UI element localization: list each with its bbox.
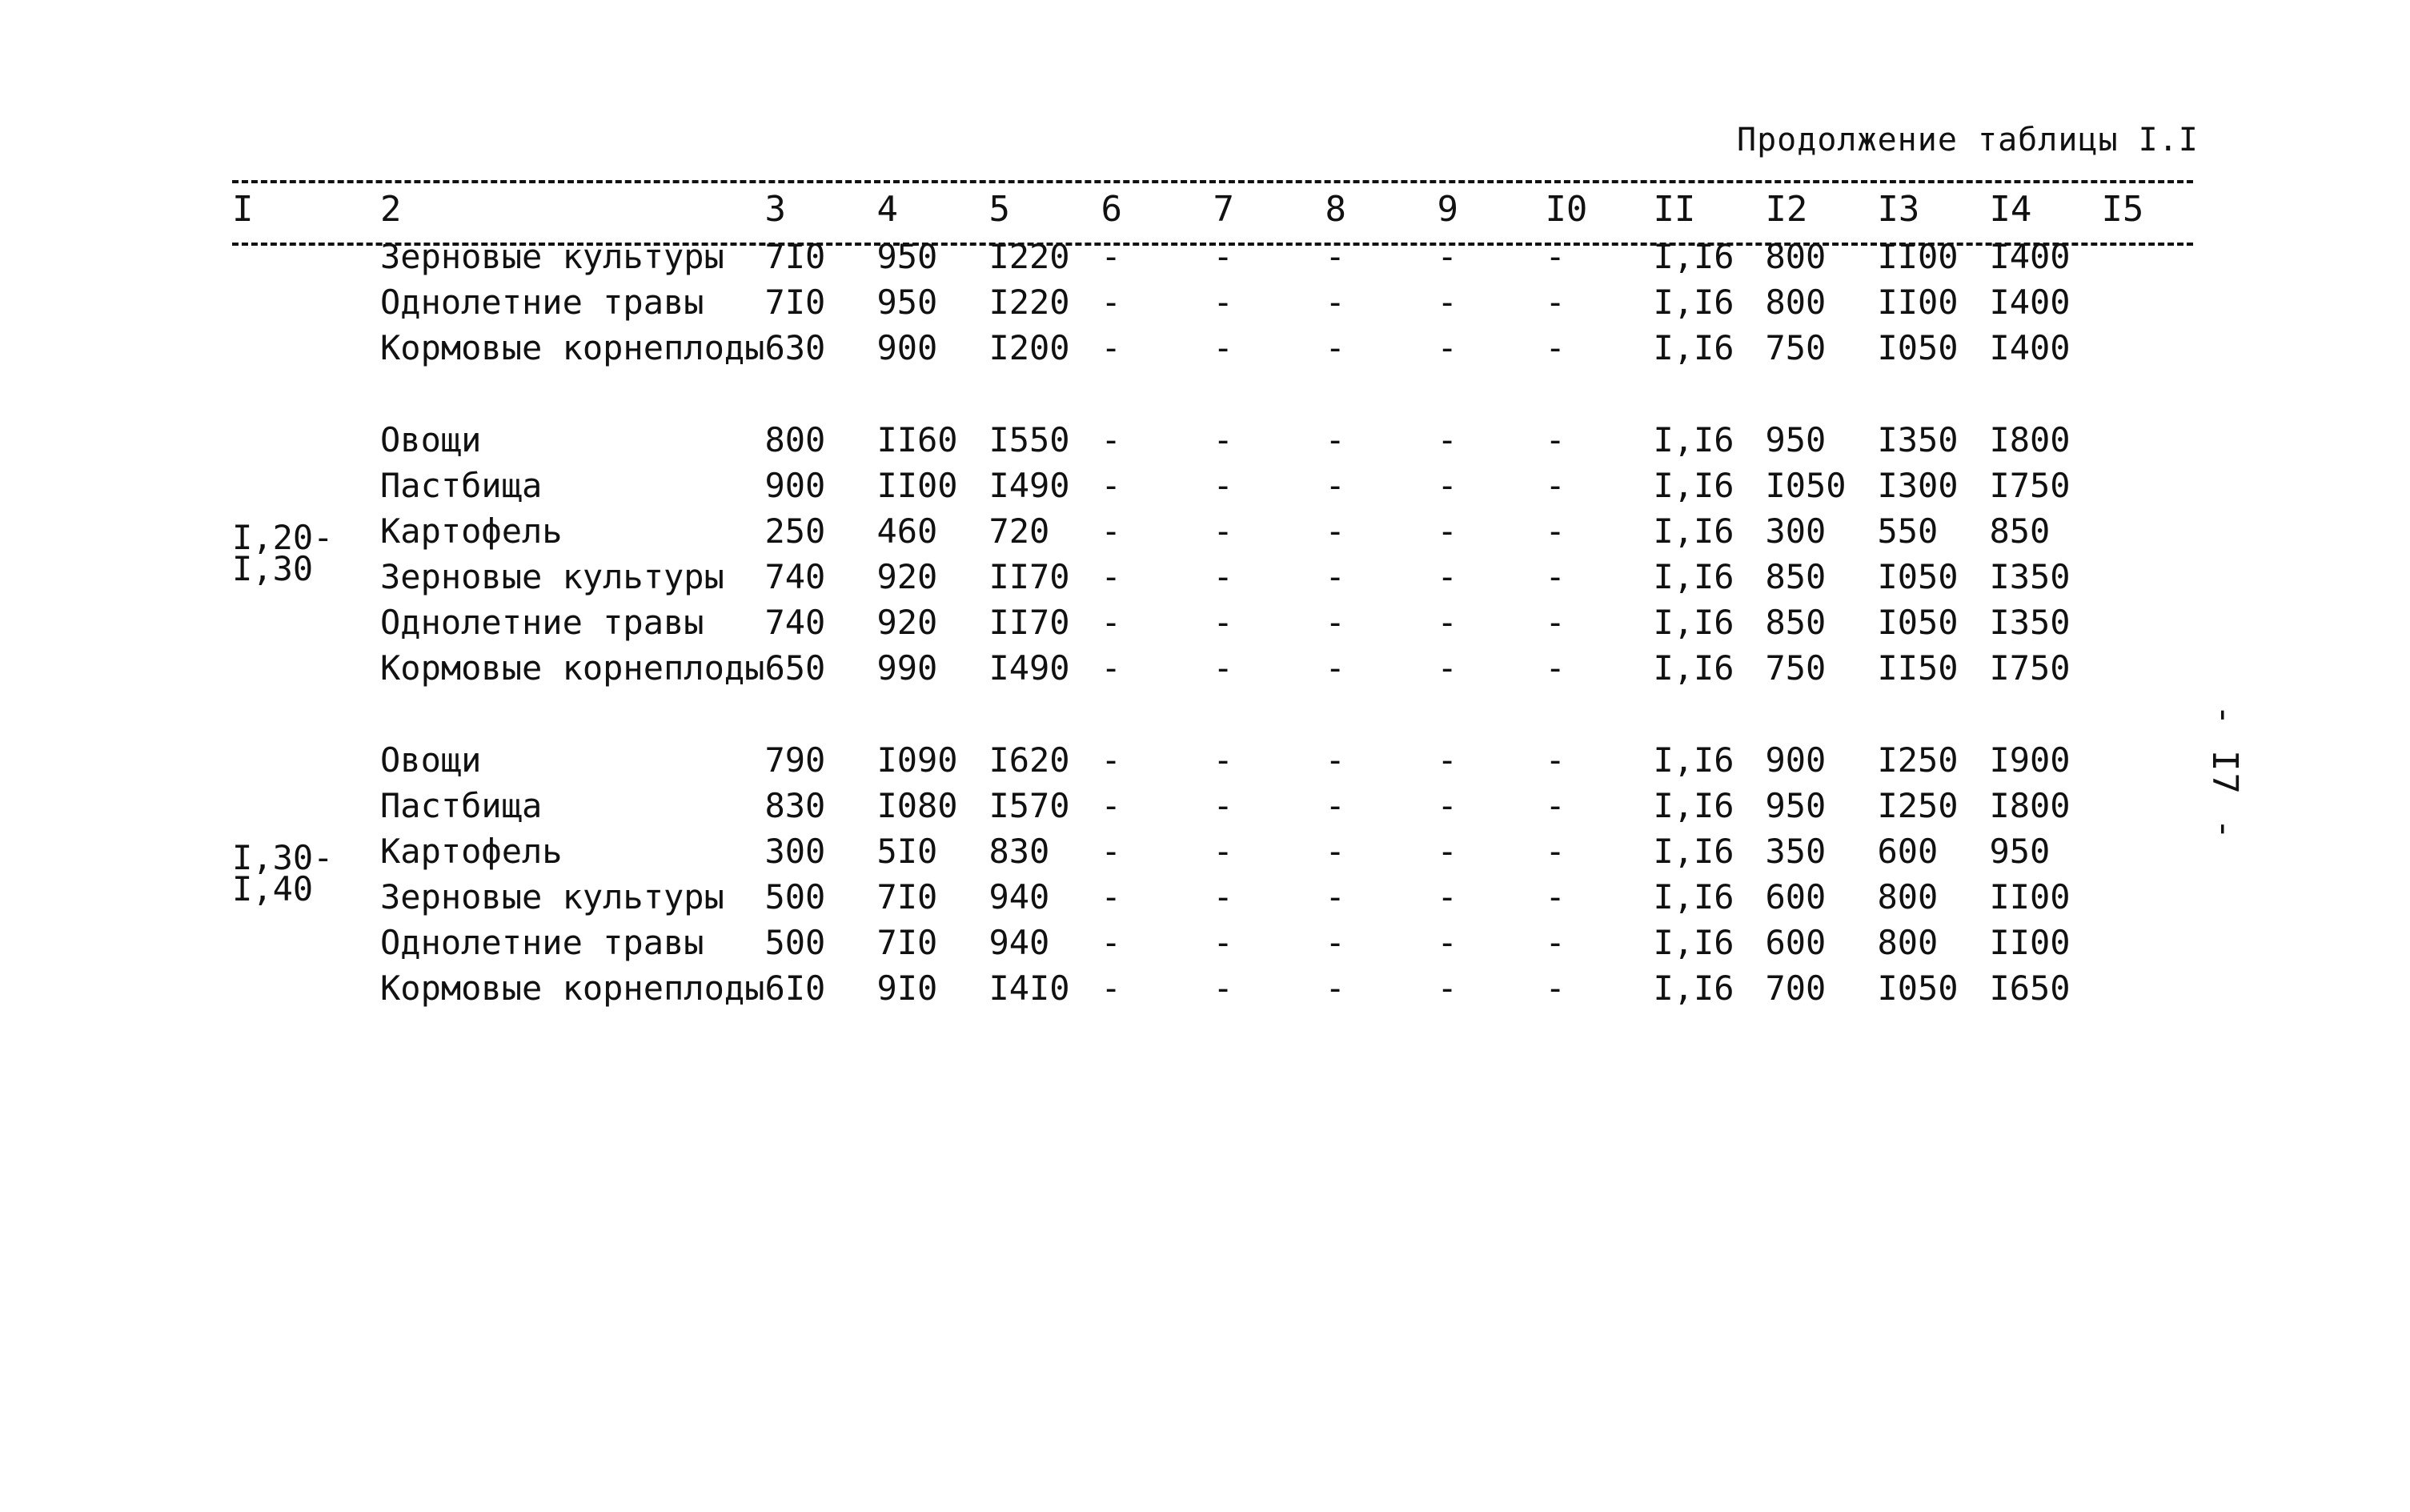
value-cell-col-7: - [1213,648,1233,688]
crop-cell: Овощи [380,740,482,780]
value-cell-col-11: I,I6 [1653,832,1734,871]
value-cell-col-13: I300 [1877,466,1959,505]
crop-cell: Картофель [380,511,563,551]
value-cell-col-11: I,I6 [1653,466,1734,505]
value-cell-col-8: - [1325,923,1345,962]
value-cell-col-7: - [1213,877,1233,916]
value-cell-col-5: I550 [988,420,1070,459]
value-cell-col-7: - [1213,923,1233,962]
value-cell-col-5: II70 [988,603,1070,642]
crop-cell: Кормовые корнеплоды [380,969,765,1008]
value-cell-col-10: - [1545,511,1566,551]
column-header: I [232,188,254,230]
value-cell-col-14: I800 [1989,786,2071,825]
value-cell-col-9: - [1437,740,1458,780]
value-cell-col-11: I,I6 [1653,283,1734,322]
value-cell-col-12: 600 [1765,923,1827,962]
value-cell-col-13: II00 [1877,237,1959,276]
value-cell-col-9: - [1437,923,1458,962]
value-cell-col-4: 9I0 [876,969,938,1008]
table-row [232,920,2181,965]
table-row [232,874,2181,920]
table-body [232,234,2181,1011]
value-cell-col-8: - [1325,832,1345,871]
value-cell-col-5: I220 [988,237,1070,276]
value-cell-col-8: - [1325,786,1345,825]
value-cell-col-6: - [1101,648,1121,688]
value-cell-col-10: - [1545,283,1566,322]
value-cell-col-10: - [1545,648,1566,688]
value-cell-col-10: - [1545,923,1566,962]
value-cell-col-4: 7I0 [876,877,938,916]
value-cell-col-8: - [1325,557,1345,596]
value-cell-col-12: 800 [1765,283,1827,322]
value-cell-col-5: I220 [988,283,1070,322]
value-cell-col-9: - [1437,237,1458,276]
value-cell-col-11: I,I6 [1653,923,1734,962]
value-cell-col-4: 920 [876,603,938,642]
value-cell-col-15 [2101,417,2181,463]
value-cell-col-7: - [1213,557,1233,596]
value-cell-col-9: - [1437,557,1458,596]
value-cell-col-13: 800 [1877,923,1939,962]
value-cell-col-14: I350 [1989,557,2071,596]
value-cell-col-4: 920 [876,557,938,596]
value-cell-col-14: II00 [1989,877,2071,916]
value-cell-col-15 [2101,325,2181,371]
data-table [232,184,2181,1011]
page-number: - I7 - [2204,704,2245,841]
value-cell-col-12: 350 [1765,832,1827,871]
value-cell-col-3: 7I0 [764,283,826,322]
value-cell-col-6: - [1101,877,1121,916]
value-cell-col-10: - [1545,237,1566,276]
value-cell-col-13: 550 [1877,511,1939,551]
crop-cell: Зерновые культуры [380,557,724,596]
table-row [232,737,2181,783]
value-cell-col-6: - [1101,283,1121,322]
column-header: 9 [1437,188,1458,230]
table-row [232,828,2181,874]
value-cell-col-14: I400 [1989,283,2071,322]
spacer-cell [232,371,2181,417]
value-cell-col-5: I490 [988,648,1070,688]
value-cell-col-12: 950 [1765,420,1827,459]
value-cell-col-15 [2101,783,2181,828]
value-cell-col-3: 630 [764,328,826,367]
value-cell-col-6: - [1101,420,1121,459]
value-cell-col-4: 990 [876,648,938,688]
value-cell-col-7: - [1213,420,1233,459]
value-cell-col-6: - [1101,557,1121,596]
value-cell-col-5: 940 [988,923,1050,962]
value-cell-col-9: - [1437,969,1458,1008]
value-cell-col-12: 850 [1765,603,1827,642]
value-cell-col-12: 950 [1765,786,1827,825]
value-cell-col-8: - [1325,969,1345,1008]
value-cell-col-8: - [1325,603,1345,642]
value-cell-col-4: 460 [876,511,938,551]
value-cell-col-3: 250 [764,511,826,551]
value-cell-col-10: - [1545,603,1566,642]
value-cell-col-12: 700 [1765,969,1827,1008]
value-cell-col-6: - [1101,466,1121,505]
value-cell-col-9: - [1437,786,1458,825]
table-row [232,508,2181,554]
value-cell-col-7: - [1213,740,1233,780]
crop-cell: Пастбища [380,466,543,505]
table-header-row [232,184,2181,234]
value-cell-col-12: I050 [1765,466,1847,505]
spacer-cell [232,691,2181,737]
value-cell-col-7: - [1213,283,1233,322]
value-cell-col-14: II00 [1989,923,2071,962]
value-cell-col-8: - [1325,648,1345,688]
crop-cell: Кормовые корнеплоды [380,648,765,688]
value-cell-col-5: I4I0 [988,969,1070,1008]
value-cell-col-7: - [1213,511,1233,551]
value-cell-col-10: - [1545,786,1566,825]
value-cell-col-6: - [1101,969,1121,1008]
crop-cell: Пастбища [380,786,543,825]
crop-cell: Овощи [380,420,482,459]
crop-cell: Зерновые культуры [380,237,724,276]
column-header: 7 [1213,188,1234,230]
value-cell-col-3: 650 [764,648,826,688]
value-cell-col-12: 750 [1765,648,1827,688]
value-cell-col-6: - [1101,740,1121,780]
value-cell-col-3: 830 [764,786,826,825]
value-cell-col-11: I,I6 [1653,603,1734,642]
value-cell-col-9: - [1437,832,1458,871]
value-cell-col-14: I900 [1989,740,2071,780]
crop-cell: Однолетние травы [380,603,704,642]
column-header: 8 [1325,188,1346,230]
value-cell-col-3: 740 [764,557,826,596]
value-cell-col-13: I250 [1877,740,1959,780]
value-cell-col-5: I200 [988,328,1070,367]
value-cell-col-14: I350 [1989,603,2071,642]
column-header: 4 [876,188,898,230]
value-cell-col-9: - [1437,283,1458,322]
value-cell-col-14: I400 [1989,237,2071,276]
value-cell-col-7: - [1213,237,1233,276]
table-caption: Продолжение таблицы I.I [1737,122,2199,158]
value-cell-col-11: I,I6 [1653,557,1734,596]
crop-cell: Зерновые культуры [380,877,724,916]
value-cell-col-3: 790 [764,740,826,780]
value-cell-col-10: - [1545,466,1566,505]
value-cell-col-5: 940 [988,877,1050,916]
value-cell-col-15 [2101,965,2181,1011]
table-row [232,600,2181,645]
value-cell-col-14: 950 [1989,832,2051,871]
table-row [232,325,2181,371]
value-cell-col-15 [2101,600,2181,645]
value-cell-col-10: - [1545,328,1566,367]
value-cell-col-11: I,I6 [1653,740,1734,780]
zone-cell [232,234,380,371]
value-cell-col-9: - [1437,877,1458,916]
header-top-rule [232,180,2193,183]
crop-cell: Картофель [380,832,563,871]
value-cell-col-10: - [1545,877,1566,916]
column-header: 5 [988,188,1010,230]
table-row [232,234,2181,279]
value-cell-col-14: I400 [1989,328,2071,367]
value-cell-col-4: 7I0 [876,923,938,962]
value-cell-col-15 [2101,234,2181,279]
value-cell-col-3: 900 [764,466,826,505]
value-cell-col-15 [2101,737,2181,783]
value-cell-col-8: - [1325,877,1345,916]
crop-cell: Однолетние травы [380,283,704,322]
value-cell-col-11: I,I6 [1653,237,1734,276]
value-cell-col-13: I050 [1877,969,1959,1008]
column-header: I0 [1545,188,1588,230]
value-cell-col-6: - [1101,923,1121,962]
value-cell-col-10: - [1545,832,1566,871]
value-cell-col-13: I050 [1877,557,1959,596]
value-cell-col-13: II50 [1877,648,1959,688]
column-header: II [1653,188,1696,230]
value-cell-col-7: - [1213,832,1233,871]
table-row [232,783,2181,828]
crop-cell: Кормовые корнеплоды [380,328,765,367]
value-cell-col-12: 900 [1765,740,1827,780]
table-row [232,645,2181,691]
value-cell-col-14: 850 [1989,511,2051,551]
value-cell-col-7: - [1213,969,1233,1008]
value-cell-col-5: 720 [988,511,1050,551]
value-cell-col-14: I750 [1989,648,2071,688]
value-cell-col-15 [2101,645,2181,691]
value-cell-col-4: I080 [876,786,958,825]
value-cell-col-11: I,I6 [1653,648,1734,688]
value-cell-col-12: 800 [1765,237,1827,276]
value-cell-col-4: II60 [876,420,958,459]
value-cell-col-15 [2101,920,2181,965]
zone-cell: I,20- I,30 [232,518,334,588]
value-cell-col-14: I650 [1989,969,2071,1008]
group-spacer [232,691,2181,737]
zone-cell: I,30- I,40 [232,838,334,908]
table-row [232,279,2181,325]
crop-cell: Однолетние травы [380,923,704,962]
value-cell-col-9: - [1437,420,1458,459]
value-cell-col-6: - [1101,237,1121,276]
value-cell-col-3: 7I0 [764,237,826,276]
value-cell-col-3: 740 [764,603,826,642]
value-cell-col-11: I,I6 [1653,328,1734,367]
value-cell-col-4: II00 [876,466,958,505]
value-cell-col-15 [2101,828,2181,874]
value-cell-col-13: 800 [1877,877,1939,916]
column-header: 2 [380,188,402,230]
value-cell-col-11: I,I6 [1653,511,1734,551]
value-cell-col-5: I620 [988,740,1070,780]
column-header: I5 [2101,188,2144,230]
value-cell-col-6: - [1101,328,1121,367]
value-cell-col-15 [2101,508,2181,554]
value-cell-col-5: I570 [988,786,1070,825]
value-cell-col-10: - [1545,420,1566,459]
value-cell-col-10: - [1545,969,1566,1008]
value-cell-col-6: - [1101,511,1121,551]
group-spacer [232,371,2181,417]
value-cell-col-13: 600 [1877,832,1939,871]
value-cell-col-13: I050 [1877,328,1959,367]
value-cell-col-11: I,I6 [1653,786,1734,825]
value-cell-col-9: - [1437,603,1458,642]
column-header: 6 [1101,188,1122,230]
value-cell-col-3: 300 [764,832,826,871]
value-cell-col-13: I250 [1877,786,1959,825]
value-cell-col-10: - [1545,740,1566,780]
value-cell-col-9: - [1437,648,1458,688]
table-row [232,417,2181,463]
value-cell-col-3: 800 [764,420,826,459]
value-cell-col-6: - [1101,786,1121,825]
table-row [232,554,2181,600]
value-cell-col-4: 900 [876,328,938,367]
value-cell-col-15 [2101,279,2181,325]
value-cell-col-6: - [1101,832,1121,871]
value-cell-col-3: 6I0 [764,969,826,1008]
value-cell-col-4: 950 [876,283,938,322]
table-row [232,965,2181,1011]
value-cell-col-11: I,I6 [1653,877,1734,916]
value-cell-col-5: 830 [988,832,1050,871]
value-cell-col-8: - [1325,740,1345,780]
value-cell-col-11: I,I6 [1653,969,1734,1008]
value-cell-col-5: I490 [988,466,1070,505]
value-cell-col-12: 300 [1765,511,1827,551]
column-header: I3 [1877,188,1920,230]
value-cell-col-8: - [1325,237,1345,276]
column-header: 3 [764,188,786,230]
column-header: I2 [1765,188,1808,230]
value-cell-col-12: 850 [1765,557,1827,596]
value-cell-col-5: II70 [988,557,1070,596]
value-cell-col-13: I050 [1877,603,1959,642]
value-cell-col-4: 5I0 [876,832,938,871]
table-row [232,463,2181,508]
value-cell-col-15 [2101,874,2181,920]
value-cell-col-13: I350 [1877,420,1959,459]
value-cell-col-13: II00 [1877,283,1959,322]
value-cell-col-14: I800 [1989,420,2071,459]
value-cell-col-8: - [1325,420,1345,459]
value-cell-col-12: 750 [1765,328,1827,367]
value-cell-col-12: 600 [1765,877,1827,916]
value-cell-col-7: - [1213,603,1233,642]
value-cell-col-9: - [1437,328,1458,367]
value-cell-col-3: 500 [764,923,826,962]
value-cell-col-9: - [1437,511,1458,551]
value-cell-col-15 [2101,554,2181,600]
value-cell-col-9: - [1437,466,1458,505]
value-cell-col-8: - [1325,328,1345,367]
value-cell-col-4: 950 [876,237,938,276]
value-cell-col-14: I750 [1989,466,2071,505]
value-cell-col-8: - [1325,466,1345,505]
value-cell-col-7: - [1213,786,1233,825]
value-cell-col-15 [2101,463,2181,508]
value-cell-col-6: - [1101,603,1121,642]
value-cell-col-11: I,I6 [1653,420,1734,459]
value-cell-col-7: - [1213,466,1233,505]
value-cell-col-7: - [1213,328,1233,367]
value-cell-col-8: - [1325,283,1345,322]
value-cell-col-8: - [1325,511,1345,551]
value-cell-col-3: 500 [764,877,826,916]
value-cell-col-4: I090 [876,740,958,780]
value-cell-col-10: - [1545,557,1566,596]
column-header: I4 [1989,188,2032,230]
